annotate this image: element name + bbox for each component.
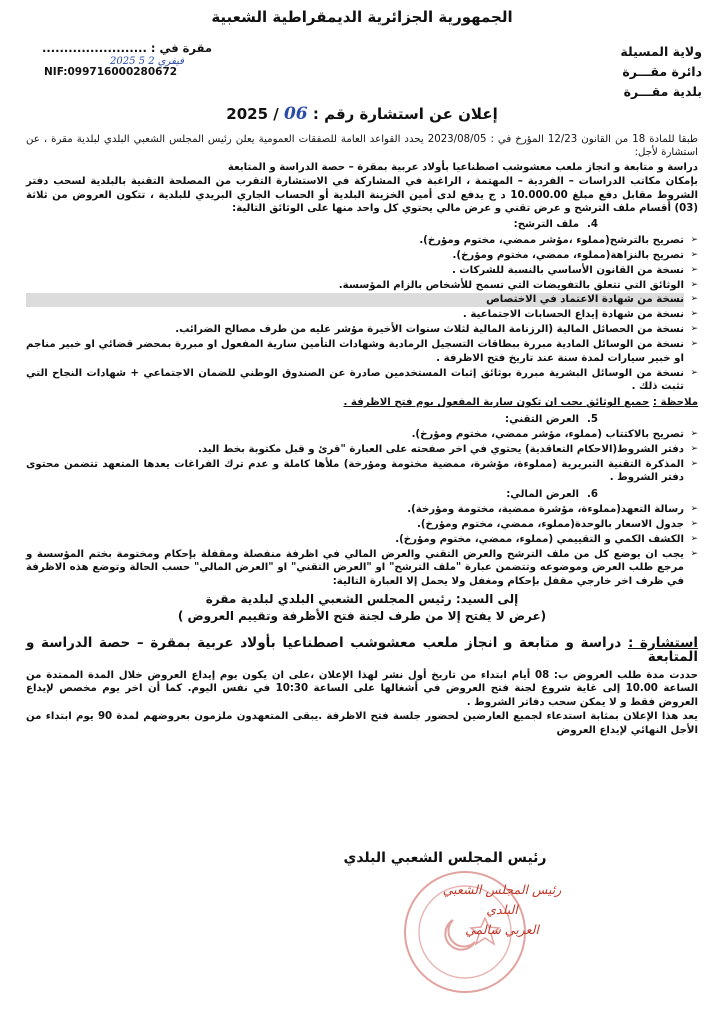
- list-item: ➢ نسخة من شهادة إيداع الحسابات الاجتماعية .: [26, 308, 684, 321]
- section-4-number: 4.: [587, 219, 598, 231]
- place-dots: ........................: [42, 41, 147, 55]
- project-title: دراسة و متابعة و انجاز ملعب معشوشب اصطناعيا بأولاد عربية بمقرة – حصة الدراسة و المتابعة: [227, 161, 698, 173]
- list-item: ➢ جدول الاسعار بالوحدة(مملوء، ممضي، مختوم ومؤرخ).: [26, 518, 684, 531]
- istishara-label: استشارة :: [627, 635, 698, 652]
- list-item: ➢ المذكرة التقنية التبريرية (مملوءة، مؤشرة، ممضية مختومة ومؤرخة) ملأها كاملة و عدم ترك الفراغات يعدها المتعهد تتضمن محتوى دفتر الشروط .: [26, 458, 684, 485]
- section-4-note: [26, 396, 698, 409]
- wilaya-label: ولاية المسيلة: [620, 44, 702, 59]
- list-item: ➢ يجب ان يوضع كل من ملف الترشح والعرض التقني والعرض المالي في اظرفة منفصلة ومقفلة بإحكام ومختومة بختم المؤسسة و مرجع طلب العرض وموضوعه وتتضمن عبارة "ملف الترشح" او "العرض التقني" او "العرض المالي" حسب الحالة وتوضع هذه الاظرفة في ظرف اخر خارجي مقفل بإحكام ومغفل ولا يحمل إلا العبارة التالية:: [26, 548, 684, 588]
- list-item: ➢ رسالة التعهد(مملوءة، مؤشرة ممضية، مختومة ومؤرخة).: [26, 503, 684, 516]
- nif-number: NIF:099716000280672: [44, 66, 178, 78]
- section-6-number: 6.: [587, 488, 598, 500]
- place-date-line: [22, 40, 212, 56]
- commune-label: بلدية مقـــرة: [623, 84, 702, 99]
- section-6-heading: [26, 488, 698, 501]
- title-slash: /: [273, 105, 279, 123]
- section-5-number: 5.: [587, 413, 598, 425]
- section-4-title: ملف الترشح:: [513, 219, 580, 231]
- istishara-subject: دراسة و متابعة و انجاز ملعب معشوشب اصطناعيا بأولاد عربية بمقرة – حصة الدراسة و المتابعة: [26, 635, 698, 665]
- list-item: ➢ نسخة من الوسائل المادية مبررة ببطاقات التسجيل الرمادية وشهادات التأمين سارية المفعول او مبررة بمحضر قضائي او خبير مناجم او خبير سيارات لمدة سنة عند تاريخ فتح الاظرفة .: [26, 338, 684, 365]
- stamp-name: العربي سالمي: [465, 922, 539, 937]
- stamp-title: رئيس المجلس الشعبي البلدي: [442, 882, 562, 917]
- list-item: ➢ نسخة من شهادة الاعتماد في الاختصاص: [26, 293, 684, 306]
- list-item: ➢ نسخة من الحصائل المالية (الرزنامة المالية لثلاث سنوات الأخيرة مؤشر عليه من طرف مصالح الضرائب.: [26, 323, 684, 336]
- section-5-title: العرض التقني:: [505, 413, 580, 425]
- section-6-title: العرض المالي:: [506, 488, 580, 500]
- title-number: 06: [283, 104, 308, 124]
- list-item: ➢ نسخة من الوسائل البشرية مبررة بوثائق إثبات المستخدمين صادرة عن الصندوق الوطني للضمان الاجتماعي + شهادات النجاح التي تثبت ذلك .: [26, 367, 684, 394]
- list-item: ➢ تصريح بالترشح(مملوء ،مؤشر ممضي، مختوم ومؤرخ).: [26, 234, 684, 247]
- section-4-list: [26, 234, 698, 393]
- list-item: ➢ الكشف الكمي و التقييمي (مملوء، ممضي، مختوم ومؤرخ).: [26, 533, 684, 546]
- title-prefix: إعلان عن استشارة رقم :: [312, 105, 498, 123]
- section-5-list: [26, 428, 698, 485]
- address-line-1: إلى السيد: رئيس المجلس الشعبي البلدي لبلدية مقرة: [205, 592, 519, 607]
- section-6-list: [26, 503, 698, 588]
- stamp-signature: [442, 880, 562, 940]
- list-item: ➢ تصريح بالنزاهة(مملوء، ممضي، مختوم ومؤرخ).: [26, 249, 684, 262]
- note-label: ملاحظة :: [652, 397, 698, 409]
- address-line-2: (عرض لا يفتح إلا من طرف لجنة فتح الأظرفة وتقييم العروض ): [177, 609, 547, 624]
- list-item: ➢ تصريح بالاكتتاب (مملوء، مؤشر ممضي، مختوم ومؤرخ).: [26, 428, 684, 441]
- list-item: ➢ نسخة من القانون الأساسي بالنسبة للشركات .: [26, 264, 684, 277]
- section-5-heading: [26, 413, 698, 426]
- list-item: ➢ الوثائق التي تتعلق بالتفويضات التي تسمح للأشخاص بالزام المؤسسة.: [26, 279, 684, 292]
- title-year: 2025: [226, 105, 269, 123]
- note-text: جميع الوثائق يجب ان تكون سارية المفعول يوم فتح الاظرفة .: [343, 397, 650, 409]
- invitation-paragraph: يعد هذا الإعلان بمثابة استدعاء لجميع العارضين لحضور جلسة فتح الاظرفة .يبقى المتعهدون ملزمون بعروضهم لمدة 90 يوم ابتداء من الأجل النهائي لإيداع العروض: [26, 711, 698, 736]
- daira-label: دائرة مقـــرة: [622, 64, 702, 79]
- section-4-heading: [26, 218, 698, 231]
- intro-paragraph: طبقا للمادة 18 من القانون 12/23 المؤرخ في : 2023/08/05 يحدد القواعد العامة للصفقات العمومية يعلن رئيس المجلس الشعبي البلدي لبلدية مقرة ، عن استشارة لأجل:: [26, 134, 699, 159]
- signature-title: رئيس المجلس الشعبي البلدي: [343, 850, 547, 866]
- deadline-paragraph: حددت مدة طلب العروض ب: 08 أيام ابتداء من تاريخ أول نشر لهذا الإعلان ،على ان يكون يوم إيداع العروض خلال المدة الممتدة من الساعة 10.00 إلى غاية شروع لجنة فتح العروض في أشغالها على الساعة 10:30 في نفس اليوم. كما أن اخر يوم مخصص لإيداع العروض فقط و لا يمكن سحب دفاتر الشروط .: [26, 669, 698, 708]
- istishara-heading: [26, 637, 698, 664]
- administrative-header: [620, 42, 702, 102]
- list-item: ➢ دفتر الشروط(الاحكام التعاقدية) يحتوي في اخر صفحته على العبارة "قرئ و قبل مكتوبة بخط اليد.: [26, 443, 684, 456]
- intro-conditions: بإمكان مكاتب الدراسات – الفردية – المهتمة ، الراغبة في المشاركة في الاستشارة التقرب من المصلحة التقنية بالبلدية لسحب دفتر الشروط مقابل دفع مبلغ 10.000.00 د ج يدفع لدى أمين الخزينة البلدية أو الحساب الجاري البريدي للبلدية ، تتكون العروض من ثلاثة (03) أقسام ملف الترشح و عرض تقني و عرض مالي يحتوي كل واحد منها على الوثائق التالية:: [26, 176, 698, 215]
- handwritten-date: 2025 ﻓﻴﻔﺮﻱ 2 5: [110, 56, 184, 67]
- envelope-address: [26, 591, 698, 625]
- place-label: مقرة في :: [150, 41, 212, 55]
- republic-heading: الجمهورية الجزائرية الديمقراطية الشعبية: [211, 8, 513, 26]
- announcement-title: [0, 104, 724, 124]
- document-body: [26, 133, 698, 738]
